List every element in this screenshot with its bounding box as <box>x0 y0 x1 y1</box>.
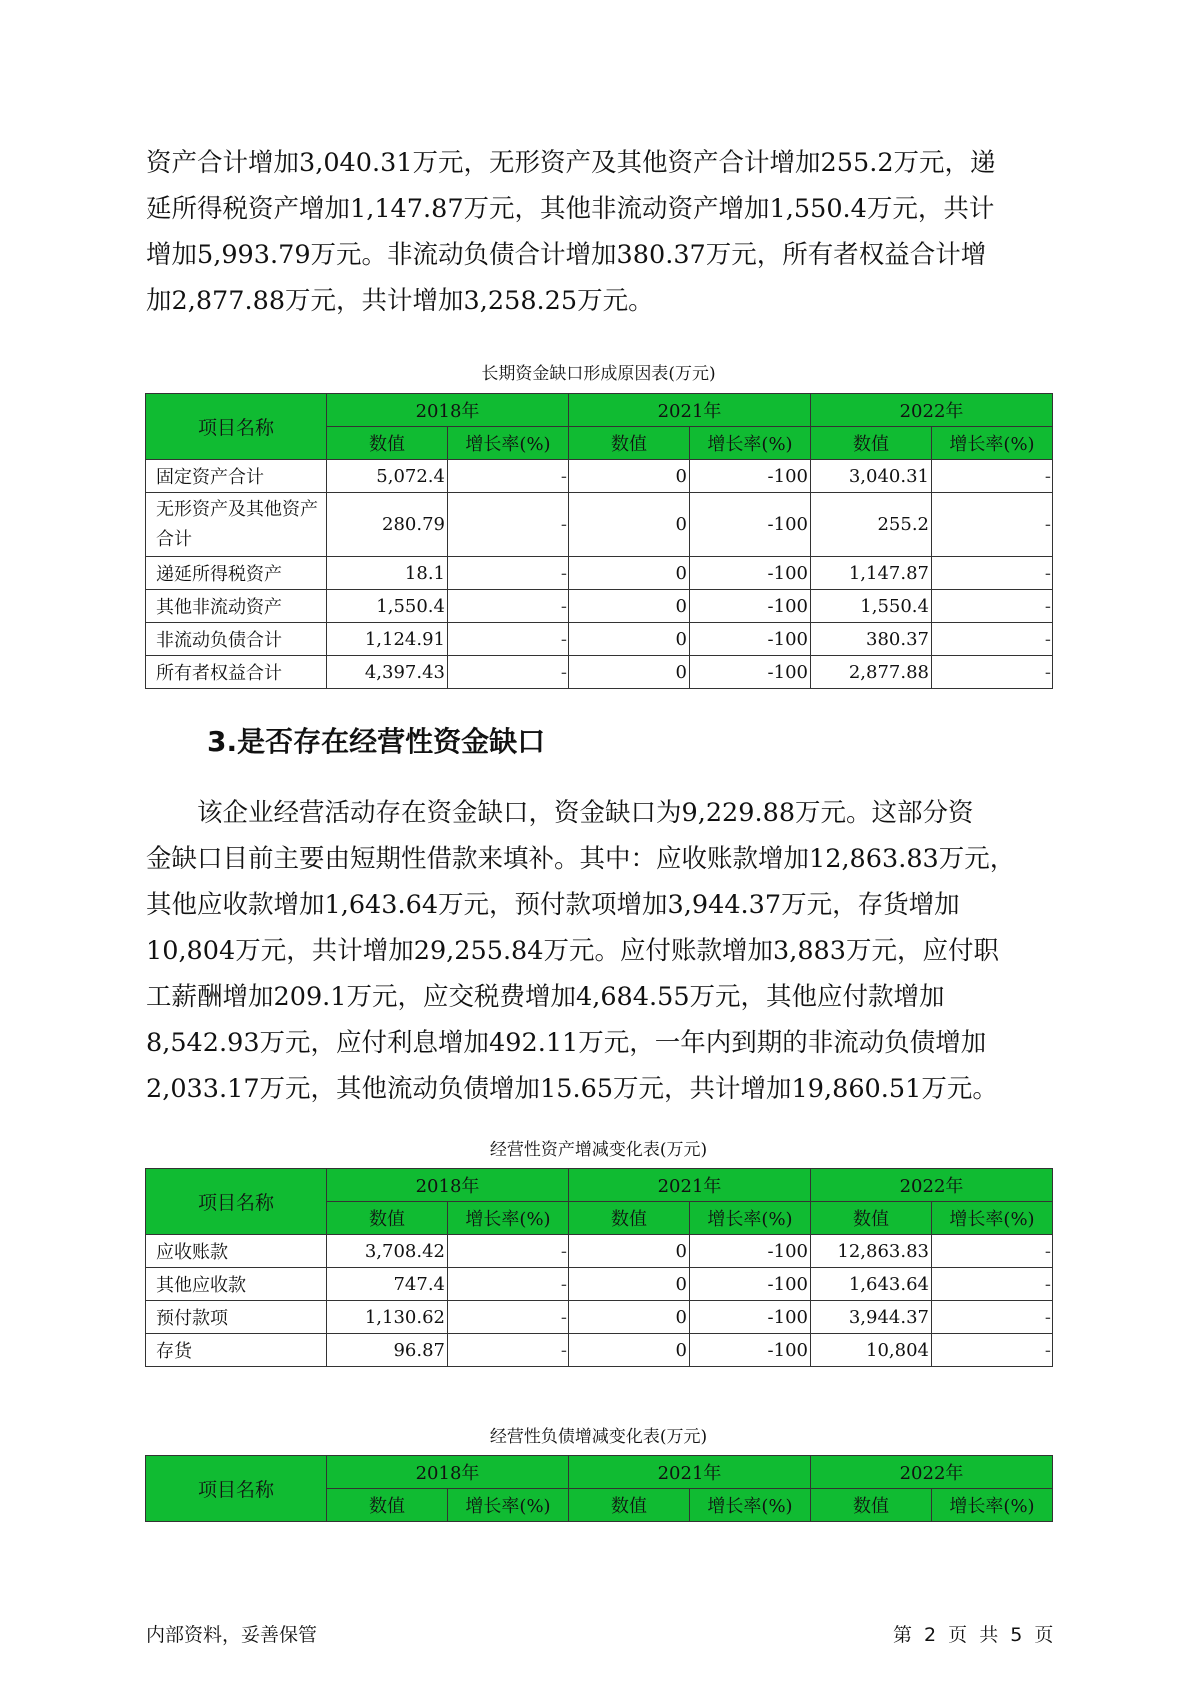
header-year: 2022年 <box>811 1456 1053 1489</box>
section-heading: 3.是否存在经营性资金缺口 <box>207 725 546 758</box>
rate-2018: - <box>448 1334 569 1367</box>
header-year: 2021年 <box>569 1169 811 1202</box>
header-value: 数值 <box>811 1202 932 1235</box>
row-label: 其他应收款 <box>146 1268 327 1301</box>
row-label: 无形资产及其他资产合计 <box>146 493 327 557</box>
header-value: 数值 <box>327 1489 448 1522</box>
rate-2018: - <box>448 460 569 493</box>
value-2022: 3,040.31 <box>811 460 932 493</box>
value-2022: 12,863.83 <box>811 1235 932 1268</box>
rate-2021: -100 <box>690 557 811 590</box>
header-value: 数值 <box>569 427 690 460</box>
table1-caption: 长期资金缺口形成原因表(万元) <box>481 364 716 384</box>
rate-2021: -100 <box>690 623 811 656</box>
row-label: 应收账款 <box>146 1235 327 1268</box>
text-line: 金缺口目前主要由短期性借款来填补。其中：应收账款增加12,863.83万元， <box>146 844 1016 874</box>
value-2022: 1,550.4 <box>811 590 932 623</box>
value-2021: 0 <box>569 623 690 656</box>
rate-2022: - <box>932 1334 1053 1367</box>
value-2022: 1,643.64 <box>811 1268 932 1301</box>
value-2021: 0 <box>569 460 690 493</box>
header-rate: 增长率(%) <box>932 1489 1053 1522</box>
table-row <box>146 1334 1053 1367</box>
table-row <box>146 656 1053 689</box>
value-2021: 0 <box>569 656 690 689</box>
table-row <box>146 590 1053 623</box>
header-rate: 增长率(%) <box>448 1489 569 1522</box>
text-line: 其他应收款增加1,643.64万元，预付款项增加3,944.37万元，存货增加 <box>146 890 960 920</box>
value-2018: 4,397.43 <box>327 656 448 689</box>
header-rate: 增长率(%) <box>932 427 1053 460</box>
table-operating-assets <box>145 1168 1053 1367</box>
header-value: 数值 <box>569 1489 690 1522</box>
header-year: 2022年 <box>811 394 1053 427</box>
value-2022: 255.2 <box>811 493 932 557</box>
value-2018: 1,550.4 <box>327 590 448 623</box>
table2-caption: 经营性资产增减变化表(万元) <box>489 1140 708 1160</box>
paragraph-operating-gap <box>146 790 1051 1112</box>
rate-2021: -100 <box>690 1301 811 1334</box>
value-2022: 380.37 <box>811 623 932 656</box>
table-row <box>146 493 1053 557</box>
value-2018: 3,708.42 <box>327 1235 448 1268</box>
header-value: 数值 <box>811 427 932 460</box>
value-2018: 1,130.62 <box>327 1301 448 1334</box>
value-2021: 0 <box>569 1334 690 1367</box>
footer-confidential-note: 内部资料，妥善保管 <box>146 1624 318 1646</box>
header-year: 2018年 <box>327 1169 569 1202</box>
header-year: 2021年 <box>569 1456 811 1489</box>
text-line: 延所得税资产增加1,147.87万元，其他非流动资产增加1,550.4万元，共计 <box>146 194 995 224</box>
text-line: 该企业经营活动存在资金缺口，资金缺口为9,229.88万元。这部分资 <box>146 798 974 828</box>
rate-2022: - <box>932 1235 1053 1268</box>
text-line: 资产合计增加3,040.31万元，无形资产及其他资产合计增加255.2万元，递 <box>146 148 996 178</box>
value-2018: 96.87 <box>327 1334 448 1367</box>
header-value: 数值 <box>569 1202 690 1235</box>
header-rate: 增长率(%) <box>932 1202 1053 1235</box>
text-line: 加2,877.88万元，共计增加3,258.25万元。 <box>146 286 654 316</box>
table2-body <box>146 1235 1053 1367</box>
rate-2018: - <box>448 590 569 623</box>
rate-2021: -100 <box>690 493 811 557</box>
header-rate: 增长率(%) <box>448 1202 569 1235</box>
value-2021: 0 <box>569 493 690 557</box>
rate-2021: -100 <box>690 460 811 493</box>
table-long-term-gap <box>145 393 1053 689</box>
text-line: 10,804万元，共计增加29,255.84万元。应付账款增加3,883万元，应付职 <box>146 936 1000 966</box>
header-year: 2021年 <box>569 394 811 427</box>
rate-2022: - <box>932 1301 1053 1334</box>
footer-page-number: 第 2 页 共 5 页 <box>893 1624 1054 1646</box>
rate-2018: - <box>448 557 569 590</box>
header-item-name: 项目名称 <box>146 1456 327 1522</box>
value-2022: 10,804 <box>811 1334 932 1367</box>
row-label: 非流动负债合计 <box>146 623 327 656</box>
header-item-name: 项目名称 <box>146 1169 327 1235</box>
header-value: 数值 <box>327 427 448 460</box>
table-row <box>146 557 1053 590</box>
header-year: 2022年 <box>811 1169 1053 1202</box>
rate-2022: - <box>932 493 1053 557</box>
table1-body <box>146 460 1053 689</box>
header-year: 2018年 <box>327 1456 569 1489</box>
row-label: 存货 <box>146 1334 327 1367</box>
table-row <box>146 623 1053 656</box>
paragraph-long-term-gap <box>146 140 1051 324</box>
rate-2022: - <box>932 656 1053 689</box>
value-2018: 5,072.4 <box>327 460 448 493</box>
header-rate: 增长率(%) <box>690 1202 811 1235</box>
table-row <box>146 460 1053 493</box>
rate-2022: - <box>932 590 1053 623</box>
row-label: 所有者权益合计 <box>146 656 327 689</box>
header-value: 数值 <box>811 1489 932 1522</box>
rate-2022: - <box>932 460 1053 493</box>
value-2021: 0 <box>569 557 690 590</box>
text-line: 2,033.17万元，其他流动负债增加15.65万元，共计增加19,860.51万元。 <box>146 1074 998 1104</box>
text-line: 8,542.93万元，应付利息增加492.11万元，一年内到期的非流动负债增加 <box>146 1028 987 1058</box>
rate-2018: - <box>448 656 569 689</box>
rate-2022: - <box>932 1268 1053 1301</box>
rate-2022: - <box>932 557 1053 590</box>
rate-2018: - <box>448 1235 569 1268</box>
value-2018: 280.79 <box>327 493 448 557</box>
rate-2021: -100 <box>690 1268 811 1301</box>
value-2018: 747.4 <box>327 1268 448 1301</box>
header-rate: 增长率(%) <box>448 427 569 460</box>
row-label: 其他非流动资产 <box>146 590 327 623</box>
rate-2018: - <box>448 623 569 656</box>
header-value: 数值 <box>327 1202 448 1235</box>
value-2022: 1,147.87 <box>811 557 932 590</box>
rate-2021: -100 <box>690 590 811 623</box>
value-2021: 0 <box>569 1235 690 1268</box>
rate-2021: -100 <box>690 1334 811 1367</box>
header-rate: 增长率(%) <box>690 427 811 460</box>
value-2021: 0 <box>569 1268 690 1301</box>
header-year: 2018年 <box>327 394 569 427</box>
value-2018: 1,124.91 <box>327 623 448 656</box>
text-line: 工薪酬增加209.1万元，应交税费增加4,684.55万元，其他应付款增加 <box>146 982 945 1012</box>
value-2022: 2,877.88 <box>811 656 932 689</box>
value-2021: 0 <box>569 590 690 623</box>
header-item-name: 项目名称 <box>146 394 327 460</box>
table-operating-liabilities <box>145 1455 1053 1522</box>
row-label: 递延所得税资产 <box>146 557 327 590</box>
row-label: 预付款项 <box>146 1301 327 1334</box>
header-rate: 增长率(%) <box>690 1489 811 1522</box>
table3-caption: 经营性负债增减变化表(万元) <box>489 1427 708 1447</box>
table-row <box>146 1235 1053 1268</box>
table-row <box>146 1301 1053 1334</box>
rate-2021: -100 <box>690 656 811 689</box>
value-2018: 18.1 <box>327 557 448 590</box>
rate-2018: - <box>448 1301 569 1334</box>
rate-2022: - <box>932 623 1053 656</box>
value-2022: 3,944.37 <box>811 1301 932 1334</box>
value-2021: 0 <box>569 1301 690 1334</box>
rate-2021: -100 <box>690 1235 811 1268</box>
rate-2018: - <box>448 493 569 557</box>
table-row <box>146 1268 1053 1301</box>
row-label: 固定资产合计 <box>146 460 327 493</box>
text-line: 增加5,993.79万元。非流动负债合计增加380.37万元，所有者权益合计增 <box>146 240 987 270</box>
rate-2018: - <box>448 1268 569 1301</box>
